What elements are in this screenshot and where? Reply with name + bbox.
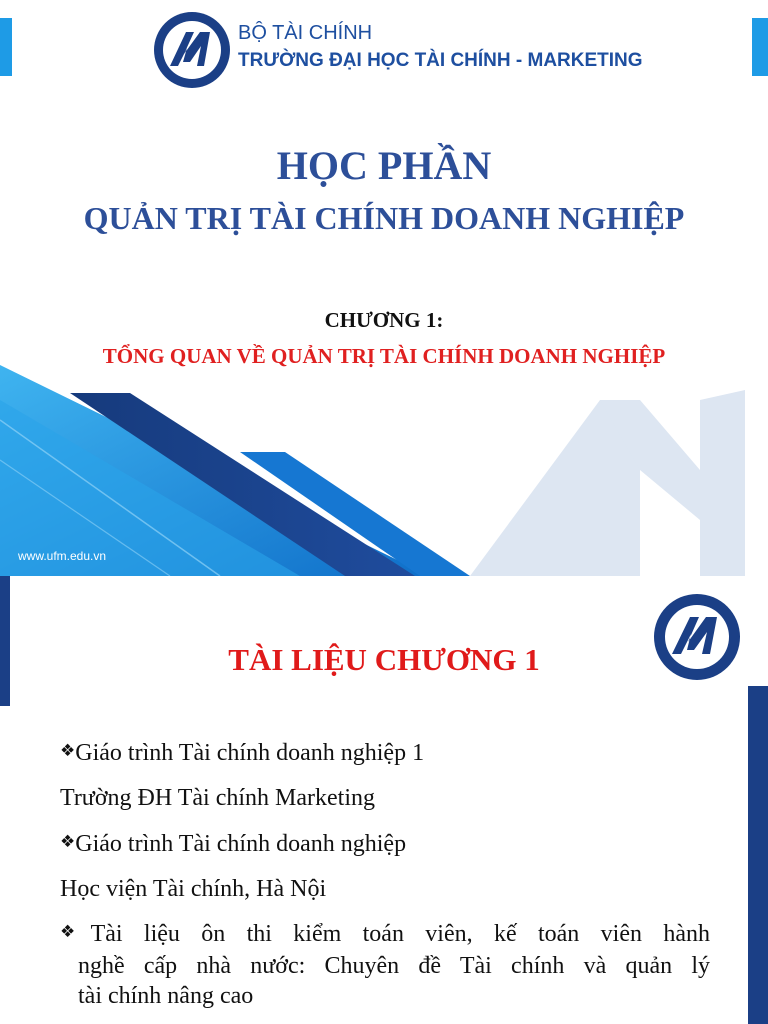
diamond-bullet-icon: ❖ <box>60 832 76 852</box>
course-title: QUẢN TRỊ TÀI CHÍNH DOANH NGHIỆP <box>83 200 685 236</box>
university-name: TRƯỜNG ĐẠI HỌC TÀI CHÍNH - MARKETING <box>238 50 643 71</box>
diamond-bullet-icon: ❖ <box>60 922 91 942</box>
reference-item-1: ❖Giáo trình Tài chính doanh nghiệp 1 <box>60 740 425 766</box>
references-slide <box>0 576 768 1024</box>
slide-title: TÀI LIỆU CHƯƠNG 1 <box>228 642 540 677</box>
watermark-m-left <box>470 400 640 576</box>
reference-item-1-publisher: Trường ĐH Tài chính Marketing <box>60 785 376 811</box>
website-link[interactable]: www.ufm.edu.vn <box>18 549 107 563</box>
course-label: HỌC PHẦN <box>276 143 492 188</box>
left-top-accent-bar <box>0 18 12 76</box>
left-accent-bar <box>0 576 10 706</box>
ministry-name: BỘ TÀI CHÍNH <box>238 22 373 44</box>
university-logo-emblem <box>152 10 232 90</box>
reference-item-3: ❖Tài liệu ôn thi kiểm toán viên, kế toán viên hành nghề cấp nhà nước: Chuyên đề Tài chính và quản lý tài chính nâng cao <box>60 921 710 1009</box>
chapter-label: CHƯƠNG 1: <box>324 308 444 332</box>
reference-item-2: ❖Giáo trình Tài chính doanh nghiệp <box>60 831 407 857</box>
reference-item-2-publisher: Học viện Tài chính, Hà Nội <box>60 876 327 902</box>
right-accent-bar <box>748 686 768 1024</box>
chapter-title: TỔNG QUAN VỀ QUẢN TRỊ TÀI CHÍNH DOANH NGHIỆP <box>102 344 666 368</box>
diamond-bullet-icon: ❖ <box>60 741 76 761</box>
right-top-accent-bar <box>752 18 768 76</box>
